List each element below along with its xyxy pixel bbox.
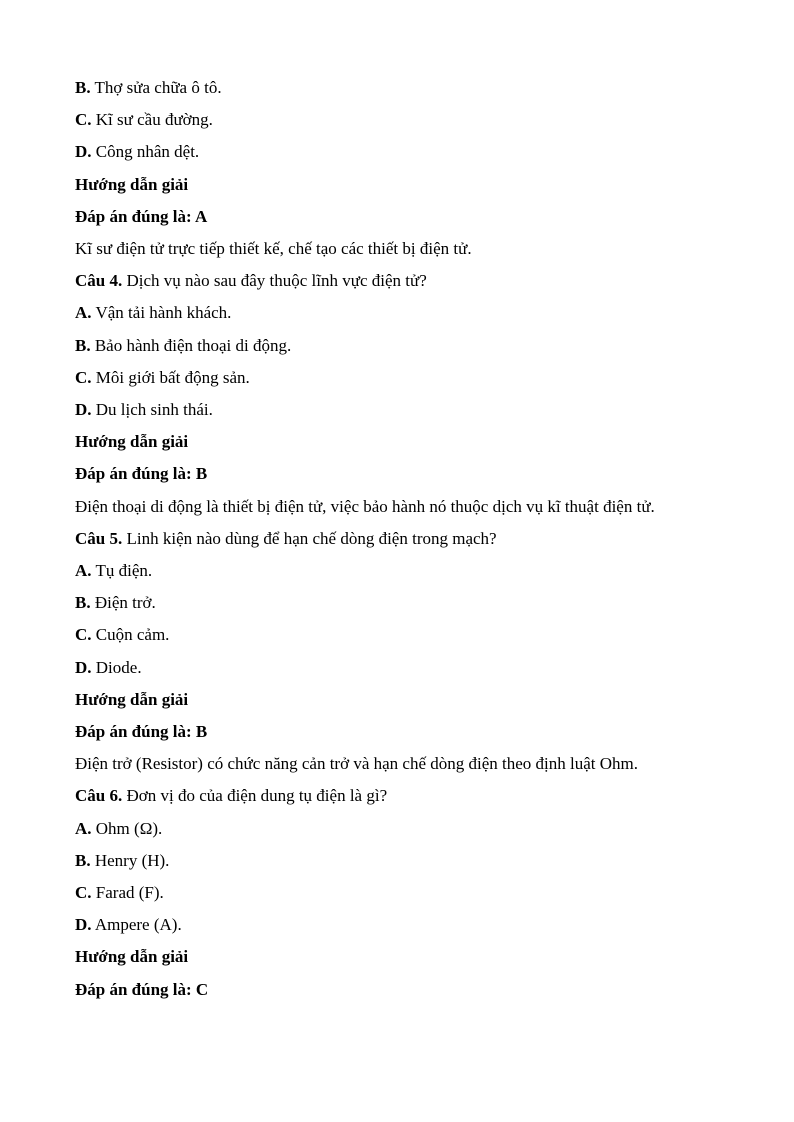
line-bold-segment: C. — [75, 110, 92, 130]
line-bold-segment: A. — [75, 561, 92, 581]
line-bold-segment: Hướng dẫn giải — [75, 174, 189, 194]
line-bold-segment: D. — [75, 915, 92, 935]
document-line-option — [75, 652, 719, 684]
line-bold-segment: D. — [75, 142, 92, 162]
line-bold-segment: Đáp án đúng là: B — [75, 722, 208, 742]
line-bold-segment: Đáp án đúng là: B — [75, 464, 208, 484]
document-line-question — [75, 523, 719, 555]
line-text-segment: Dịch vụ nào sau đây thuộc lĩnh vực điện tử? — [122, 271, 427, 291]
line-bold-segment: Đáp án đúng là: A — [75, 206, 208, 226]
document-line-option — [75, 909, 719, 941]
document-line-question — [75, 265, 719, 297]
line-text-segment: Tụ điện. — [91, 561, 153, 581]
line-text-segment: Kĩ sư điện tử trực tiếp thiết kế, chế tạo các thiết bị điện tử. — [75, 239, 472, 259]
line-bold-segment: B. — [75, 593, 91, 613]
document-line-option — [75, 394, 719, 426]
line-text-segment: Henry (H). — [90, 850, 170, 870]
line-text-segment: Vận tải hành khách. — [91, 303, 232, 323]
line-bold-segment: Câu 4. — [75, 271, 123, 291]
document-line-option — [75, 587, 719, 619]
document-line-option — [75, 136, 719, 168]
document-line-question — [75, 780, 719, 812]
line-bold-segment: C. — [75, 367, 92, 387]
document-line-answer — [75, 974, 719, 1006]
line-bold-segment: D. — [75, 400, 92, 420]
document-line-option — [75, 297, 719, 329]
line-text-segment: Ohm (Ω). — [91, 818, 163, 838]
line-bold-segment: C. — [75, 883, 92, 903]
line-text-segment: Linh kiện nào dùng để hạn chế dòng điện trong mạch? — [122, 528, 497, 548]
line-text-segment: Ampere (A). — [91, 915, 182, 935]
line-text-segment: Điện trở. — [90, 593, 156, 613]
document-line-body — [75, 748, 719, 780]
document-line-answer — [75, 201, 719, 233]
document-line-option — [75, 845, 719, 877]
line-text-segment: Thợ sửa chữa ô tô. — [90, 78, 222, 97]
document-line-option — [75, 104, 719, 136]
document-line-option — [75, 813, 719, 845]
line-bold-segment: B. — [75, 78, 91, 97]
line-bold-segment: A. — [75, 818, 92, 838]
line-bold-segment: C. — [75, 625, 92, 645]
line-text-segment: Bảo hành điện thoại di động. — [90, 335, 292, 355]
document-line-option — [75, 362, 719, 394]
line-text-segment: Kĩ sư cầu đường. — [91, 110, 213, 130]
document-line-option — [75, 330, 719, 362]
document-line-answer — [75, 716, 719, 748]
line-text-segment: Du lịch sinh thái. — [91, 400, 213, 420]
line-bold-segment: B. — [75, 335, 91, 355]
line-text-segment: Điện trở (Resistor) có chức năng cản trở và hạn chế dòng điện theo định luật Ohm. — [75, 754, 639, 774]
document-line-heading — [75, 941, 719, 973]
document-line-heading — [75, 684, 719, 716]
document-line-option — [75, 877, 719, 909]
document-line-option — [75, 619, 719, 651]
document-line-option — [75, 555, 719, 587]
document-line-answer — [75, 458, 719, 490]
document-line-body — [75, 491, 719, 523]
document-body — [75, 72, 719, 1006]
line-text-segment: Môi giới bất động sản. — [91, 367, 250, 387]
line-text-segment: Farad (F). — [91, 883, 164, 903]
line-bold-segment: D. — [75, 657, 92, 677]
line-text-segment: Điện thoại di động là thiết bị điện tử, việc bảo hành nó thuộc dịch vụ kĩ thuật điện tử. — [75, 496, 655, 516]
line-text-segment: Đơn vị đo của điện dung tụ điện là gì? — [122, 786, 388, 806]
line-bold-segment: Hướng dẫn giải — [75, 432, 189, 452]
document-line-body — [75, 233, 719, 265]
line-text-segment: Diode. — [91, 657, 142, 677]
document-line-heading — [75, 169, 719, 201]
document-line-option — [75, 72, 719, 104]
line-bold-segment: Đáp án đúng là: C — [75, 979, 209, 999]
line-text-segment: Cuộn cảm. — [91, 625, 170, 645]
line-bold-segment: A. — [75, 303, 92, 323]
line-bold-segment: Câu 5. — [75, 528, 123, 548]
line-bold-segment: Câu 6. — [75, 786, 123, 806]
line-text-segment: Công nhân dệt. — [91, 142, 200, 162]
line-bold-segment: B. — [75, 850, 91, 870]
document-line-heading — [75, 426, 719, 458]
line-bold-segment: Hướng dẫn giải — [75, 947, 189, 967]
line-bold-segment: Hướng dẫn giải — [75, 689, 189, 709]
